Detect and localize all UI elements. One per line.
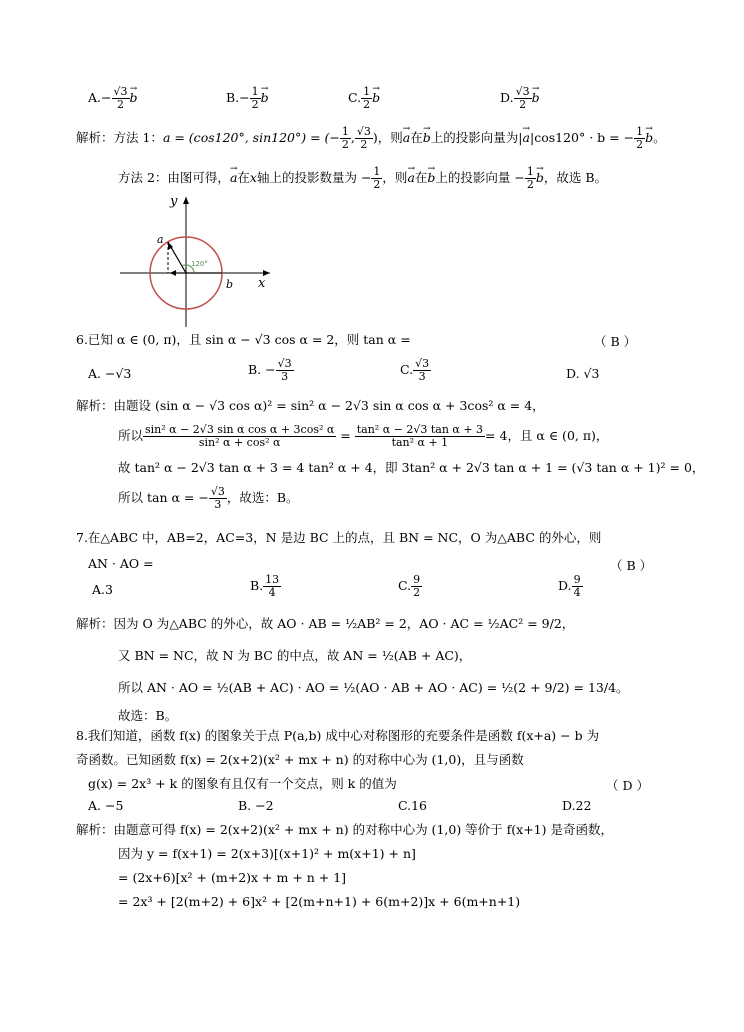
q8-option-d: D.22 [562, 798, 592, 813]
q7-answer: （ B ） [610, 558, 653, 573]
q7-option-c: C. $\frac{9}{2}$ [398, 573, 421, 599]
q8-solution-line3: = (2x+6)[x² + (m+2)x + m + n + 1] [118, 870, 347, 885]
q5-option-b: B.− $\frac{1}{2}$ → b [226, 86, 269, 111]
q7-stem-line1: 7.在△ABC 中，AB=2，AC=3，N 是边 BC 上的点，且 BN = NC，O 为△ABC 的外心，则 [76, 530, 602, 545]
q8-answer: （ D ） [606, 778, 649, 793]
q6-option-d: D. √3 [566, 366, 600, 381]
vector-b-label: b [226, 278, 234, 291]
q8-option-b: B. −2 [238, 798, 274, 813]
q7-solution-line4: 故选：B。 [118, 708, 178, 723]
q7-option-b: B. $\frac{13}{4}$ [250, 573, 280, 599]
q6-solution-line3: 故 tan² α − 2√3 tan α + 3 = 4 tan² α + 4，即 3tan² α + 2√3 tan α + 1 = (√3 tan α + 1)² = 0， [118, 460, 705, 475]
q6-solution-line1: 解析：由题设 (sin α − √3 cos α)² = sin² α − 2√3 sin α cos α + 3cos² α = 4， [76, 398, 545, 413]
q5-option-d: D. $\frac{√3}{2}$ → b [500, 86, 540, 111]
q8-solution-line1: 解析：由题意可得 f(x) = 2(x+2)(x² + mx + n) 的对称中心为 (1,0) 等价于 f(x+1) 是奇函数， [76, 822, 613, 837]
q5-option-a: A.− $\frac{√3}{2}$ → b [88, 86, 138, 111]
vector-a-label: a [157, 233, 164, 246]
q7-stem-line2: AN · AO = [88, 556, 154, 571]
q6-solution-line2: 所以 $\frac{\text{sin² α − 2√3 sin α cos α + 3cos² α}}{\text{sin² α + cos² α}}$ = $\frac{\text{tan² α − 2√3 tan α + 3}}{\text{tan² α + 1}}$ = 4，且 α ∈ (0, π)， [118, 423, 609, 449]
q8-option-a: A. −5 [88, 798, 124, 813]
q8-stem-line2: 奇函数。已知函数 f(x) = 2(x+2)(x² + mx + n) 的对称中心为 (1,0)，且与函数 [76, 752, 524, 767]
q6-option-c: C. $\frac{√3}{3}$ [400, 357, 430, 383]
q5-solution-method2: 方法 2：由图可得，→ a在x轴上的投影数量为 − $\frac{1}{2}$ ，则→ a在→ b上的投影向量 − $\frac{1}{2}$ → b，故选 B。 [118, 166, 607, 191]
unit-circle-figure [118, 193, 278, 329]
q6-option-a: A. −√3 [88, 366, 132, 381]
q7-solution-line3: 所以 AN · AO = ½(AB + AC) · AO = ½(AO · AB + AO · AC) = ½(2 + 9/2) = 13/4。 [118, 680, 629, 695]
q6-option-b: B. − $\frac{√3}{3}$ [248, 357, 292, 383]
q6-solution-line4: 所以 tan α = − $\frac{√3}{3}$ ，故选：B。 [118, 485, 299, 511]
q8-solution-line4: = 2x³ + [2(m+2) + 6]x² + [2(m+n+1) + 6(m+2)]x + 6(m+n+1) [118, 894, 521, 909]
q7-solution-line2: 又 BN = NC，故 N 为 BC 的中点，故 AN = ½(AB + AC)， [118, 648, 472, 663]
q7-option-d: D. $\frac{9}{4}$ [558, 573, 581, 599]
axis-x-label: x [258, 276, 266, 291]
axis-y-label: y [170, 194, 178, 209]
q5-solution-method1: 解析：方法 1：a = (cos120°, sin120°) = (− $\frac{1}{2}$ , $\frac{√3}{2}$ )，则→ a在→ b上的投影向量为|→ a|cos120° · b = − $\frac{1}{2}$ → b。 [76, 126, 666, 151]
angle-label: 120° [191, 260, 208, 268]
q7-solution-line1: 解析：因为 O 为△ABC 的外心，故 AO · AB = ½AB² = 2，AO · AC = ½AC² = 9/2， [76, 616, 575, 631]
q6-stem: 6.已知 α ∈ (0, π)，且 sin α − √3 cos α = 2，则 tan α = [76, 332, 411, 347]
q7-option-a: A.3 [92, 582, 113, 597]
q8-option-c: C.16 [398, 798, 427, 813]
q8-stem-line1: 8.我们知道，函数 f(x) 的图象关于点 P(a,b) 成中心对称图形的充要条件是函数 f(x+a) − b 为 [76, 728, 600, 743]
q8-stem-line3: g(x) = 2x³ + k 的图象有且仅有一个交点，则 k 的值为 [88, 776, 397, 791]
q8-solution-line2: 因为 y = f(x+1) = 2(x+3)[(x+1)² + m(x+1) + n] [118, 846, 416, 861]
q6-answer: （ B ） [594, 334, 637, 349]
q5-option-c: C. $\frac{1}{2}$ → b [348, 86, 380, 111]
